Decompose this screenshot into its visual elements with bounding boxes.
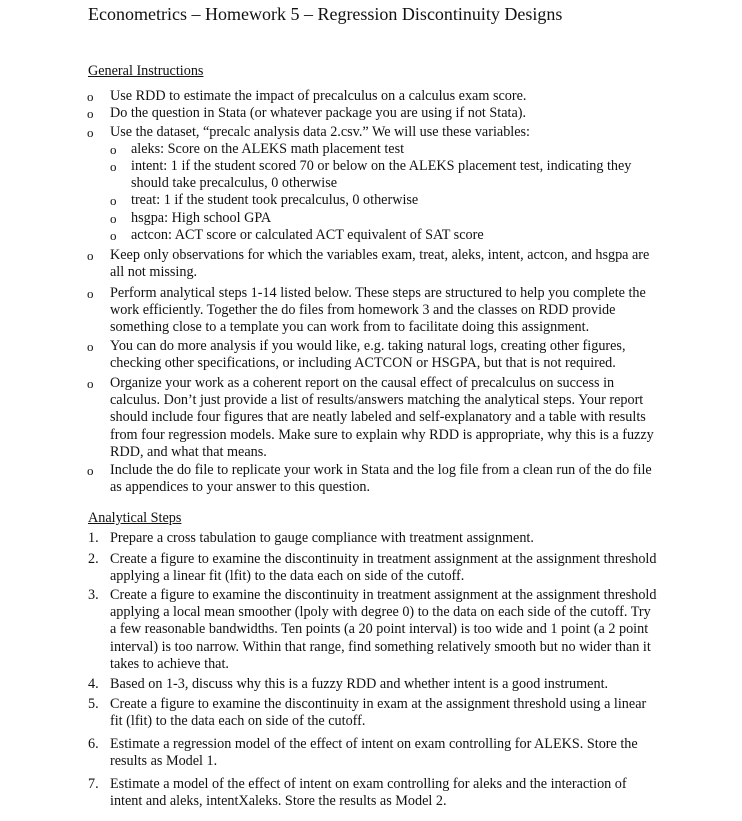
instruction-item: Organize your work as a coherent report on the causal effect of precalculus on success in calculus. Don’t just provide a list of results/answers matching the analytical steps. Your report should include four figures that are neatly labeled and self-explanatory and a table with results from four regression models. Make sure to explain why RDD is appropriate, why this is a fuzzy RDD, and what that means. [110, 375, 654, 460]
instruction-item: Keep only observations for which the variables exam, treat, aleks, intent, actcon, and hsgpa are all not missing. [110, 247, 650, 281]
instruction-item: You can do more analysis if you would like, e.g. taking natural logs, creating other figures, checking other specifications, or including ACTCON or HSGPA, but that is not required. [110, 338, 626, 372]
step-text: Create a figure to examine the discontinuity in treatment assignment at the assignment threshold applying a local mean smoother (lpoly with degree 0) to the data on each side of the cutoff. Try a few reasonable bandwidths. Ten points (a 20 point interval) is too wide and 1 point (a 2 point interval) is too narrow. Within that range, find something relatively smooth but no wider than it takes to achieve that. [110, 587, 657, 672]
bullet-marker: o [87, 125, 94, 140]
document-title: Econometrics – Homework 5 – Regression Discontinuity Designs [88, 4, 563, 24]
step-number: 4. [88, 676, 99, 692]
instruction-item: Use the dataset, “precalc analysis data 2.csv.” We will use these variables: [110, 124, 530, 140]
step-text: Create a figure to examine the discontinuity in treatment assignment at the assignment threshold applying a linear fit (lfit) to the data each on side of the cutoff. [110, 551, 657, 585]
variable-item: hsgpa: High school GPA [131, 210, 272, 226]
step-number: 2. [88, 551, 99, 567]
step-number: 1. [88, 530, 99, 546]
step-text: Based on 1-3, discuss why this is a fuzzy RDD and whether intent is a good instrument. [110, 676, 609, 692]
variable-item: treat: 1 if the student took precalculus, 0 otherwise [131, 192, 419, 208]
bullet-marker: o [110, 142, 117, 157]
step-number: 3. [88, 587, 99, 603]
bullet-marker: o [110, 211, 117, 226]
variable-item: actcon: ACT score or calculated ACT equivalent of SAT score [131, 227, 484, 243]
instruction-item: Do the question in Stata (or whatever package you are using if not Stata). [110, 105, 527, 121]
step-text: Estimate a model of the effect of intent on exam controlling for aleks and the interaction of intent and aleks, intentXaleks. Store the results as Model 2. [110, 776, 627, 810]
step-text: Estimate a regression model of the effect of intent on exam controlling for ALEKS. Store the results as Model 1. [110, 736, 638, 770]
bullet-marker: o [110, 159, 117, 174]
bullet-marker: o [87, 376, 94, 391]
step-text: Prepare a cross tabulation to gauge compliance with treatment assignment. [110, 530, 534, 546]
analytical-steps-heading: Analytical Steps [88, 510, 182, 526]
variable-item: aleks: Score on the ALEKS math placement test [131, 141, 405, 157]
bullet-marker: o [87, 339, 94, 354]
step-number: 6. [88, 736, 99, 752]
instruction-item: Perform analytical steps 1-14 listed below. These steps are structured to help you complete the work efficiently. Together the do files from homework 3 and the classes on RDD provide something close to a template you can work from to facilitate doing this assignment. [110, 285, 646, 336]
step-number: 5. [88, 696, 99, 712]
step-text: Create a figure to examine the discontinuity in exam at the assignment threshold using a linear fit (lfit) to the data each on side of the cutoff. [110, 696, 647, 730]
bullet-marker: o [110, 228, 117, 243]
bullet-marker: o [87, 89, 94, 104]
instruction-item: Include the do file to replicate your work in Stata and the log file from a clean run of the do file as appendices to your answer to this question. [110, 462, 652, 496]
general-instructions-heading: General Instructions [88, 63, 204, 79]
bullet-marker: o [87, 248, 94, 263]
step-number: 7. [88, 776, 99, 792]
instruction-item: Use RDD to estimate the impact of precalculus on a calculus exam score. [110, 88, 527, 104]
bullet-marker: o [87, 463, 94, 478]
bullet-marker: o [87, 106, 94, 121]
variable-item: intent: 1 if the student scored 70 or below on the ALEKS placement test, indicating they should take precalculus, 0 otherwise [131, 158, 632, 192]
bullet-marker: o [87, 286, 94, 301]
bullet-marker: o [110, 193, 117, 208]
